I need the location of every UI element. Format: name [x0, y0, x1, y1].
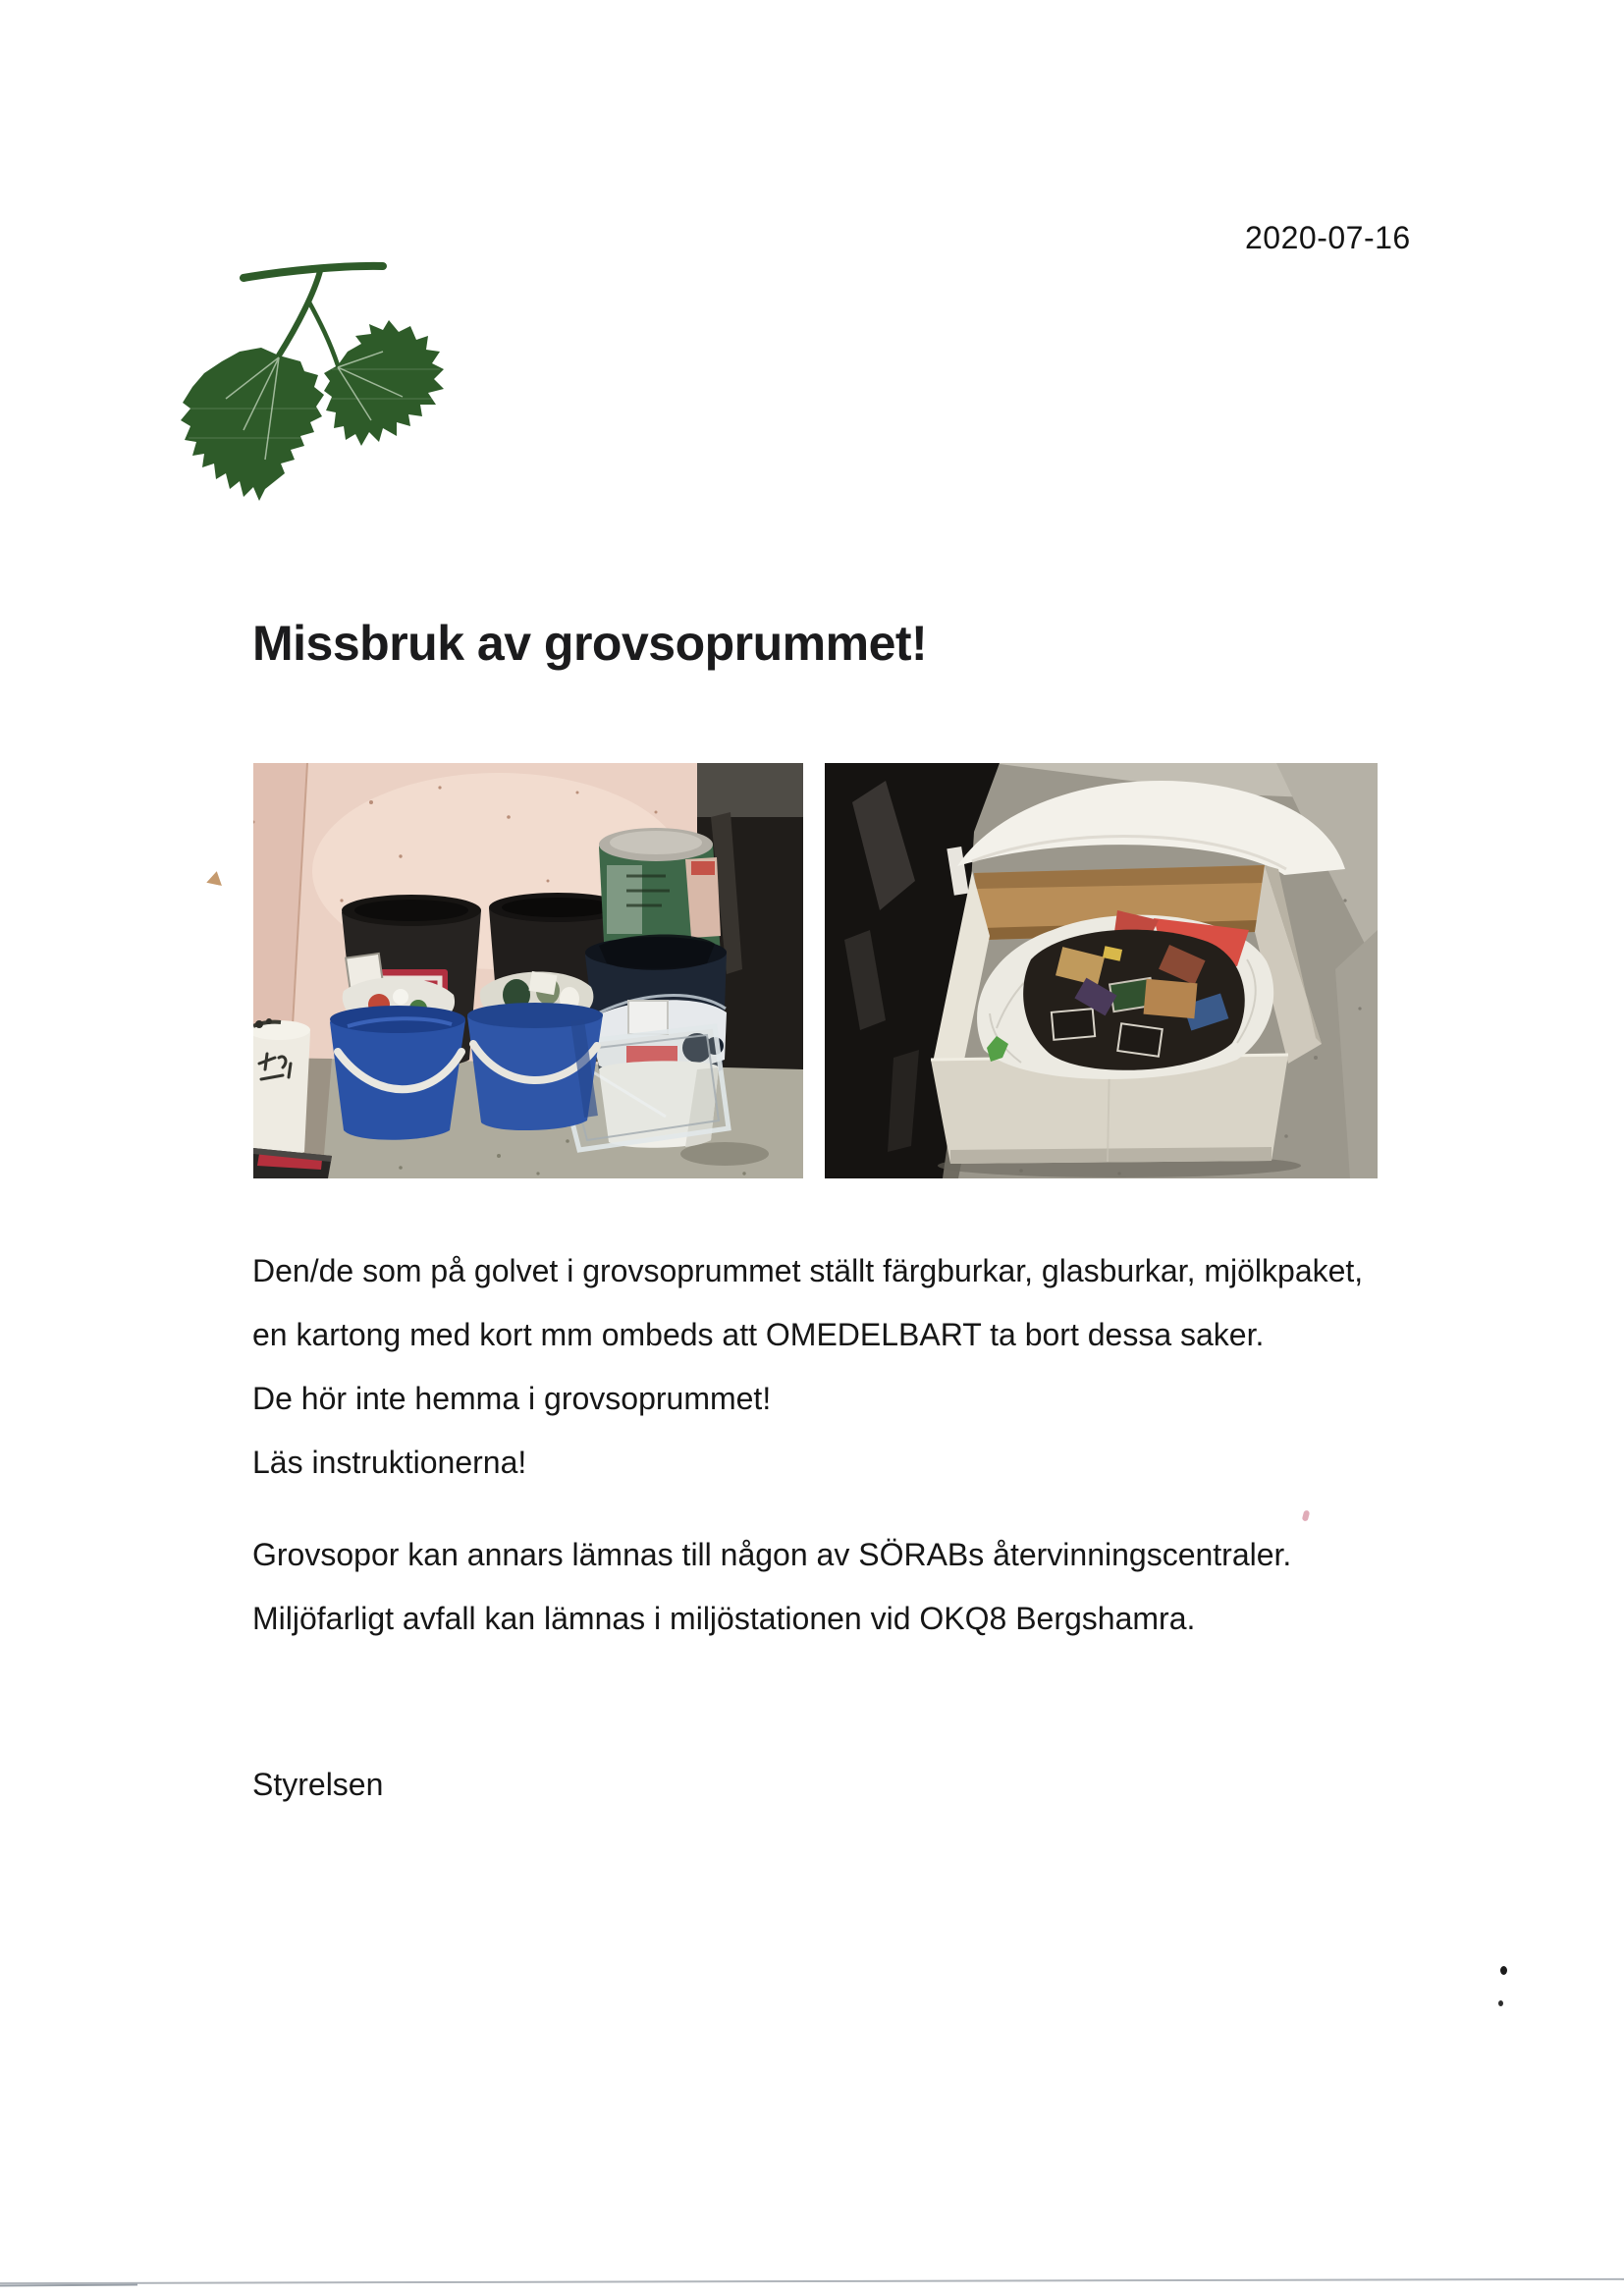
photo-buckets	[253, 763, 803, 1178]
scan-dot-2	[1498, 2000, 1503, 2006]
scan-edge-line-left	[0, 2284, 137, 2287]
body-line: Läs instruktionerna!	[252, 1445, 527, 1480]
document-date: 2020-07-16	[1245, 220, 1411, 255]
paragraph-2	[252, 1523, 1291, 1651]
body-line: en kartong med kort mm ombeds att OMEDELBART ta bort dessa saker.	[252, 1317, 1265, 1352]
body-line: Den/de som på golvet i grovsoprummet ställt färgburkar, glasburkar, mjölkpaket,	[252, 1253, 1364, 1288]
scan-speck-pink	[1302, 1509, 1311, 1521]
birch-leaves-logo	[175, 251, 461, 509]
scan-edge-line	[0, 2278, 1624, 2284]
body-line: De hör inte hemma i grovsoprummet!	[252, 1381, 772, 1416]
photo-buckets-image	[253, 763, 803, 1178]
scan-speck-tan	[206, 870, 224, 886]
signature: Styrelsen	[252, 1767, 384, 1802]
page-title: Missbruk av grovsoprummet!	[252, 616, 928, 671]
scan-dot-1	[1500, 1966, 1507, 1975]
paragraph-1	[252, 1239, 1363, 1495]
body-line: Miljöfarligt avfall kan lämnas i miljöstationen vid OKQ8 Bergshamra.	[252, 1601, 1196, 1636]
photo-card-box-image	[825, 763, 1378, 1178]
body-line: Grovsopor kan annars lämnas till någon av SÖRABs återvinningscentraler.	[252, 1537, 1292, 1572]
photo-card-box	[825, 763, 1378, 1178]
birch-leaves-icon	[175, 251, 461, 509]
